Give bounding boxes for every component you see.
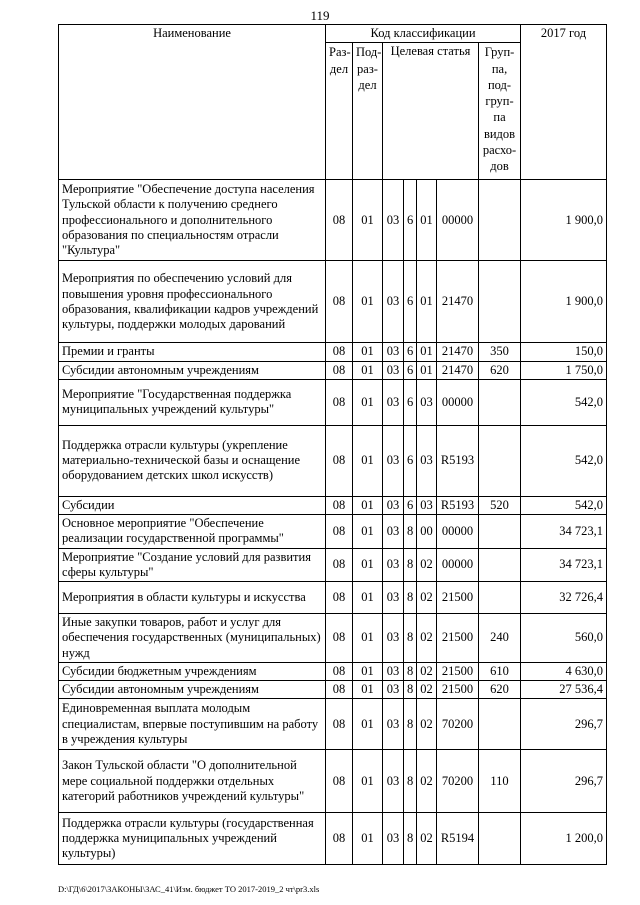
table-row [59,548,607,582]
row-target-subprogram: 6 [404,379,417,425]
row-expense-type [479,261,521,343]
table-row [59,496,607,514]
row-expense-type: 620 [479,361,521,379]
row-target-subprogram: 8 [404,614,417,663]
row-razdel: 08 [326,379,353,425]
row-target-event: 02 [417,582,437,614]
row-razdel: 08 [326,662,353,680]
row-target-subprogram: 6 [404,496,417,514]
row-amount: 542,0 [521,425,607,496]
row-amount: 27 536,4 [521,681,607,699]
row-podrazdel: 01 [353,813,383,865]
row-target-subprogram: 8 [404,750,417,813]
row-amount: 150,0 [521,343,607,361]
row-amount: 560,0 [521,614,607,663]
row-podrazdel: 01 [353,343,383,361]
row-target-subprogram: 8 [404,662,417,680]
row-target-program: 03 [383,515,404,549]
row-podrazdel: 01 [353,614,383,663]
row-podrazdel: 01 [353,180,383,261]
row-target-event: 02 [417,681,437,699]
row-name: Субсидии автономным учреждениям [59,681,326,699]
row-name: Закон Тульской области "О дополнительной мере социальной поддержки отдельных категорий работников учреждений культуры" [59,750,326,813]
row-razdel: 08 [326,548,353,582]
row-podrazdel: 01 [353,261,383,343]
row-target-direction: R5193 [437,425,479,496]
row-target-program: 03 [383,662,404,680]
row-podrazdel: 01 [353,699,383,750]
row-target-subprogram: 8 [404,582,417,614]
table-row [59,343,607,361]
row-amount: 1 900,0 [521,180,607,261]
row-name: Субсидии бюджетным учреждениям [59,662,326,680]
row-target-direction: R5194 [437,813,479,865]
row-name: Иные закупки товаров, работ и услуг для обеспечения государственных (муниципальных) нужд [59,614,326,663]
table-row [59,515,607,549]
row-target-event: 01 [417,361,437,379]
row-podrazdel: 01 [353,750,383,813]
table-row [59,425,607,496]
header-target: Целевая статья [383,43,479,180]
header-subsection: Под-раз-дел [353,43,383,180]
row-target-program: 03 [383,425,404,496]
row-expense-type: 240 [479,614,521,663]
row-expense-type [479,180,521,261]
row-target-subprogram: 8 [404,699,417,750]
row-target-program: 03 [383,614,404,663]
row-target-direction: 21470 [437,343,479,361]
row-expense-type [479,379,521,425]
row-razdel: 08 [326,750,353,813]
table-row [59,750,607,813]
row-target-event: 02 [417,662,437,680]
row-name: Поддержка отрасли культуры (государственная поддержка муниципальных учреждений культуры) [59,813,326,865]
row-target-event: 01 [417,343,437,361]
row-podrazdel: 01 [353,582,383,614]
row-target-event: 00 [417,515,437,549]
row-name: Основное мероприятие "Обеспечение реализации государственной программы" [59,515,326,549]
row-target-event: 02 [417,750,437,813]
row-razdel: 08 [326,515,353,549]
row-target-program: 03 [383,261,404,343]
row-target-direction: 00000 [437,515,479,549]
row-razdel: 08 [326,361,353,379]
row-target-subprogram: 6 [404,425,417,496]
row-amount: 1 200,0 [521,813,607,865]
table-row [59,180,607,261]
row-name: Мероприятие "Обеспечение доступа населения Тульской области к получению среднего профессионального и дополнительного образования по специальностям отрасли "Культура" [59,180,326,261]
row-target-subprogram: 8 [404,548,417,582]
row-amount: 296,7 [521,699,607,750]
row-target-event: 03 [417,379,437,425]
table-row [59,813,607,865]
row-target-event: 03 [417,496,437,514]
row-target-direction: 21500 [437,681,479,699]
row-name: Мероприятия в области культуры и искусства [59,582,326,614]
table-row [59,261,607,343]
row-razdel: 08 [326,496,353,514]
header-code-group: Код классификации [326,25,521,43]
table-row [59,699,607,750]
row-amount: 542,0 [521,379,607,425]
row-target-subprogram: 6 [404,261,417,343]
row-razdel: 08 [326,813,353,865]
row-name: Поддержка отрасли культуры (укрепление материально-технической базы и оснащение оборудованием детских школ искусств) [59,425,326,496]
row-target-event: 02 [417,614,437,663]
table-row [59,361,607,379]
budget-table [58,24,607,865]
table-row [59,614,607,663]
row-amount: 34 723,1 [521,548,607,582]
header-group: Груп-па, под-груп-па видов расхо-дов [479,43,521,180]
row-target-direction: 21470 [437,261,479,343]
row-target-event: 02 [417,699,437,750]
row-amount: 1 900,0 [521,261,607,343]
row-amount: 542,0 [521,496,607,514]
table-row [59,379,607,425]
row-target-direction: 70200 [437,750,479,813]
row-name: Мероприятие "Создание условий для развития сферы культуры" [59,548,326,582]
row-target-subprogram: 8 [404,515,417,549]
row-expense-type [479,813,521,865]
row-podrazdel: 01 [353,662,383,680]
row-podrazdel: 01 [353,496,383,514]
table-row [59,681,607,699]
header-section: Раз-дел [326,43,353,180]
row-target-direction: 00000 [437,548,479,582]
table-row [59,582,607,614]
row-expense-type [479,548,521,582]
row-target-program: 03 [383,496,404,514]
row-target-program: 03 [383,699,404,750]
row-target-program: 03 [383,343,404,361]
row-amount: 1 750,0 [521,361,607,379]
row-target-subprogram: 6 [404,180,417,261]
row-target-direction: 21500 [437,614,479,663]
row-name: Мероприятие "Государственная поддержка муниципальных учреждений культуры" [59,379,326,425]
row-target-direction: 21470 [437,361,479,379]
row-expense-type: 110 [479,750,521,813]
row-podrazdel: 01 [353,425,383,496]
row-target-event: 03 [417,425,437,496]
row-name: Единовременная выплата молодым специалистам, впервые поступившим на работу в учреждения культуры [59,699,326,750]
row-target-direction: 00000 [437,180,479,261]
table-row [59,662,607,680]
header-name: Наименование [59,25,326,180]
row-target-direction: 70200 [437,699,479,750]
row-target-direction: 21500 [437,582,479,614]
header-year: 2017 год [521,25,607,180]
row-target-program: 03 [383,750,404,813]
row-expense-type: 620 [479,681,521,699]
row-name: Субсидии автономным учреждениям [59,361,326,379]
row-target-program: 03 [383,813,404,865]
row-razdel: 08 [326,180,353,261]
row-podrazdel: 01 [353,379,383,425]
row-podrazdel: 01 [353,361,383,379]
row-name: Мероприятия по обеспечению условий для повышения уровня профессионального образования, квалификации кадров учреждений культуры, поддержки молодых дарований [59,261,326,343]
row-amount: 296,7 [521,750,607,813]
row-expense-type [479,425,521,496]
row-amount: 32 726,4 [521,582,607,614]
row-expense-type: 520 [479,496,521,514]
row-expense-type [479,582,521,614]
row-target-program: 03 [383,681,404,699]
row-target-subprogram: 8 [404,681,417,699]
file-path-footer: D:\ГД\6\2017\ЗАКОНЫ\ЗАС_41\Изм. бюджет ТО 2017-2019_2 чт\pr3.xls [58,884,320,894]
row-target-event: 02 [417,548,437,582]
row-amount: 4 630,0 [521,662,607,680]
row-razdel: 08 [326,681,353,699]
row-razdel: 08 [326,261,353,343]
row-expense-type: 610 [479,662,521,680]
row-target-subprogram: 8 [404,813,417,865]
row-target-event: 01 [417,180,437,261]
row-target-program: 03 [383,582,404,614]
row-razdel: 08 [326,425,353,496]
row-target-program: 03 [383,180,404,261]
row-razdel: 08 [326,582,353,614]
row-target-program: 03 [383,361,404,379]
row-podrazdel: 01 [353,681,383,699]
row-amount: 34 723,1 [521,515,607,549]
page-number: 119 [310,8,330,23]
row-target-event: 01 [417,261,437,343]
row-target-direction: 00000 [437,379,479,425]
row-expense-type: 350 [479,343,521,361]
row-expense-type [479,699,521,750]
row-target-event: 02 [417,813,437,865]
row-target-direction: 21500 [437,662,479,680]
row-podrazdel: 01 [353,548,383,582]
row-name: Субсидии [59,496,326,514]
row-razdel: 08 [326,343,353,361]
row-expense-type [479,515,521,549]
row-target-subprogram: 6 [404,361,417,379]
row-razdel: 08 [326,614,353,663]
row-razdel: 08 [326,699,353,750]
row-target-subprogram: 6 [404,343,417,361]
row-target-program: 03 [383,548,404,582]
row-name: Премии и гранты [59,343,326,361]
row-target-program: 03 [383,379,404,425]
row-podrazdel: 01 [353,515,383,549]
row-target-direction: R5193 [437,496,479,514]
